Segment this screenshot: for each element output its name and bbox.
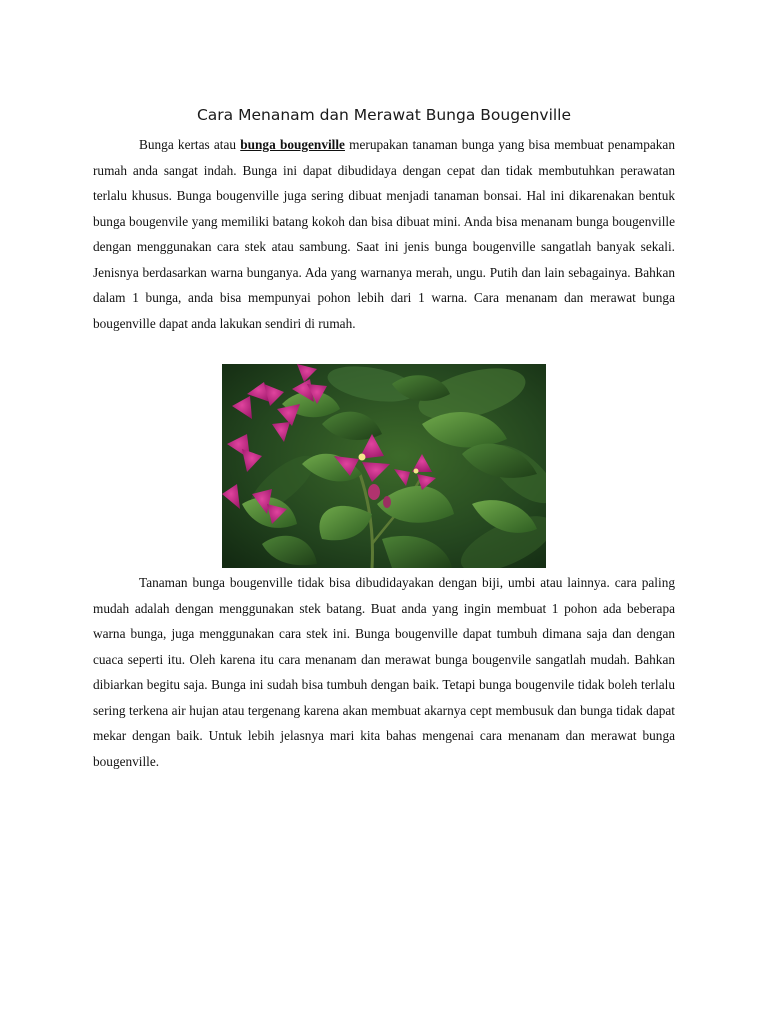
document-title: Cara Menanam dan Merawat Bunga Bougenville bbox=[196, 106, 572, 124]
bougainvillea-photo bbox=[222, 364, 546, 568]
paragraph-intro bbox=[93, 132, 675, 336]
paragraph-planting: Tanaman bunga bougenville tidak bisa dibudidayakan dengan biji, umbi atau lainnya. cara paling mudah adalah dengan menggunakan stek batang. Buat anda yang ingin membuat 1 pohon ada beberapa warna bunga, juga menggunakan cara stek ini. Bunga bougenville dapat tumbuh dimana saja dan dengan cuaca seperti itu. Oleh karena itu cara menanam dan merawat bunga bougenvile sangatlah mudah. Bahkan dibiarkan begitu saja. Bunga ini sudah bisa tumbuh dengan baik. Tetapi bunga bougenvile tidak boleh terlalu sering terkena air hujan atau tergenang karena akan membuat akarnya cept membusuk dan bunga tidak dapat mekar dengan baik. Untuk lebih jelasnya mari kita bahas mengenai cara menanam dan merawat bunga bougenville. bbox=[93, 575, 675, 769]
paragraph-intro-body: merupakan tanaman bunga yang bisa membuat penampakan rumah anda sangat indah. Bunga ini dapat dibudidaya dengan cepat dan tidak membutuhkan perawatan terlalu khusus. Bunga bougenville juga sering dibuat menjadi tanaman bonsai. Hal ini dikarenakan bentuk bunga bougenvile yang memiliki batang kokoh dan bisa dibuat mini. Anda bisa menanam bunga bougenville dengan menggunakan cara stek atau sambung. Saat ini jenis bunga bougenville sangatlah banyak sekali. Jenisnya berdasarkan warna bunganya. Ada yang warnanya merah, ungu. Putih dan lain sebagainya. Bahkan dalam 1 bunga, anda bisa mempunyai pohon lebih dari 1 warna. Cara menanam dan merawat bunga bougenville dapat anda lakukan sendiri di rumah. bbox=[93, 137, 675, 331]
paragraph-intro-lead: Bunga kertas atau bbox=[139, 137, 241, 152]
keyword-link[interactable]: bunga bougenville bbox=[240, 137, 345, 152]
